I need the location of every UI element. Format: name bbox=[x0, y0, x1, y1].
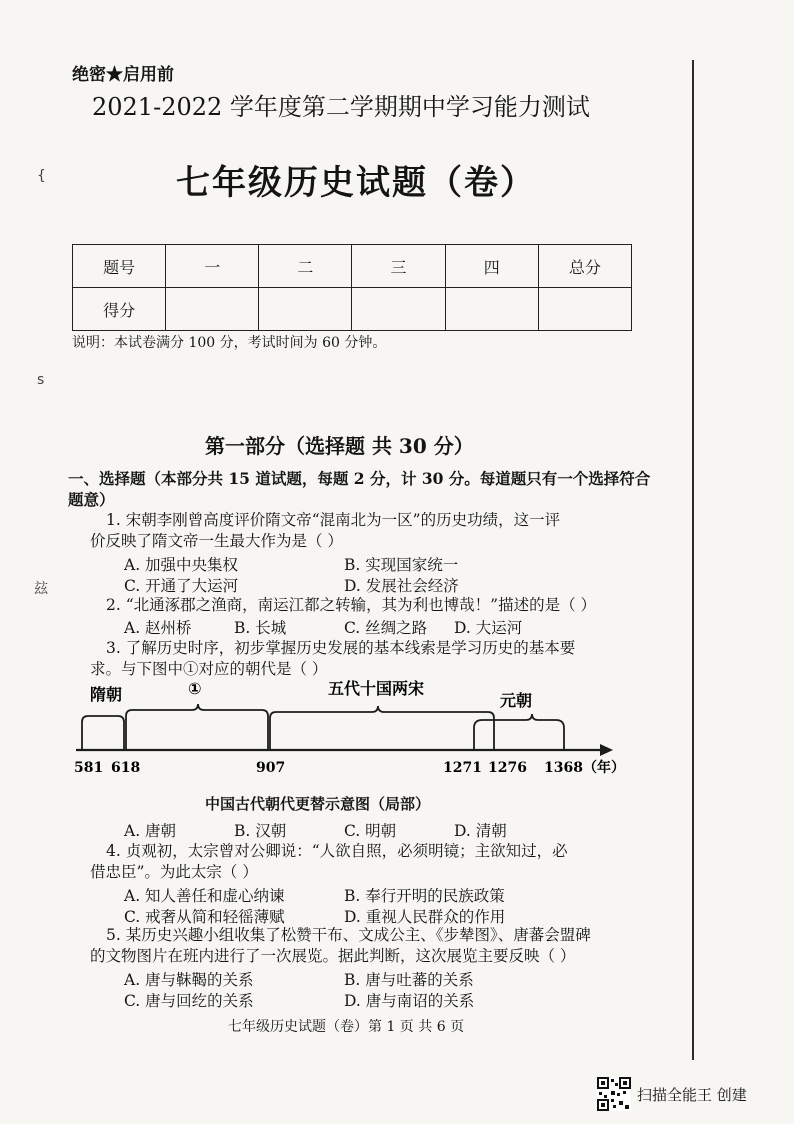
table-cell bbox=[538, 288, 631, 331]
tick-label: 618 bbox=[111, 760, 141, 776]
question-5-option-a: A. 唐与靺鞨的关系 bbox=[124, 971, 254, 989]
question-3-option-a: A. 唐朝 bbox=[124, 822, 177, 840]
question-3-line-2: 求。与下图中①对应的朝代是（ ） bbox=[90, 660, 328, 678]
question-2-line-1: 2. “北通涿郡之渔商，南运江都之转输，其为利也博哉！”描述的是（ ） bbox=[106, 596, 596, 614]
table-cell bbox=[259, 288, 352, 331]
table-cell bbox=[445, 288, 538, 331]
question-1-option-c: C. 开通了大运河 bbox=[124, 577, 239, 595]
scanner-watermark bbox=[597, 1077, 747, 1111]
tick-label: 1271 bbox=[443, 760, 482, 776]
score-table bbox=[72, 244, 632, 331]
question-1-line-1: 1. 宋朝李刚曾高度评价隋文帝“混南北为一区”的历史功绩，这一评 bbox=[106, 511, 561, 529]
dynasty-timeline bbox=[60, 672, 640, 782]
question-1-option-d: D. 发展社会经济 bbox=[344, 577, 459, 595]
question-3-line-1: 3. 了解历史时序，初步掌握历史发展的基本线索是学习历史的基本要 bbox=[106, 639, 576, 657]
question-2-option-d: D. 大运河 bbox=[454, 619, 523, 637]
question-5-option-b: B. 唐与吐蕃的关系 bbox=[344, 971, 474, 989]
question-5-option-c: C. 唐与回纥的关系 bbox=[124, 992, 254, 1010]
tick-label: 1368（年） bbox=[544, 760, 625, 776]
secret-label: 绝密★启用前 bbox=[72, 65, 174, 85]
label-yuan: 元朝 bbox=[500, 691, 533, 710]
table-cell: 题号 bbox=[73, 245, 166, 288]
qr-code-icon bbox=[597, 1077, 631, 1111]
margin-mark: s bbox=[37, 372, 45, 388]
bracket-wudai-liangsong bbox=[270, 706, 494, 750]
tick-label: 907 bbox=[256, 760, 286, 776]
table-row bbox=[73, 245, 632, 288]
table-row bbox=[73, 288, 632, 331]
tick-label: 1276 bbox=[488, 760, 527, 776]
binding-line bbox=[692, 60, 694, 1060]
exam-year-title: 2021-2022 学年度第二学期期中学习能力测试 bbox=[92, 93, 590, 121]
question-4-option-a: A. 知人善任和虚心纳谏 bbox=[124, 887, 285, 905]
timeline-arrow-icon bbox=[600, 744, 613, 756]
table-cell: 得分 bbox=[73, 288, 166, 331]
section-title: 第一部分（选择题 共 30 分） bbox=[205, 434, 474, 458]
page-footer: 七年级历史试题（卷）第 1 页 共 6 页 bbox=[228, 1019, 465, 1035]
table-cell bbox=[352, 288, 445, 331]
question-2-option-b: B. 长城 bbox=[234, 619, 287, 637]
margin-mark: { bbox=[37, 168, 46, 184]
table-cell: 二 bbox=[259, 245, 352, 288]
question-4-option-b: B. 奉行开明的民族政策 bbox=[344, 887, 505, 905]
question-4-option-c: C. 戒奢从简和轻徭薄赋 bbox=[124, 908, 285, 926]
question-4-line-1: 4. 贞观初，太宗曾对公卿说：“人欲自照，必须明镜；主欲知过，必 bbox=[106, 842, 568, 860]
table-cell bbox=[166, 288, 259, 331]
table-cell: 三 bbox=[352, 245, 445, 288]
bracket-sui bbox=[82, 716, 124, 750]
question-5-line-1: 5. 某历史兴趣小组收集了松赞干布、文成公主、《步辇图》、唐蕃会盟碑 bbox=[106, 926, 591, 944]
label-circle-1: ① bbox=[188, 679, 202, 698]
exam-note: 说明：本试卷满分 100 分，考试时间为 60 分钟。 bbox=[72, 335, 387, 351]
table-cell: 总分 bbox=[538, 245, 631, 288]
table-cell: 四 bbox=[445, 245, 538, 288]
question-3-option-b: B. 汉朝 bbox=[234, 822, 287, 840]
question-1-option-a: A. 加强中央集权 bbox=[124, 556, 239, 574]
question-3-option-d: D. 清朝 bbox=[454, 822, 507, 840]
margin-mark: 玆 bbox=[34, 581, 48, 597]
timeline-caption: 中国古代朝代更替示意图（局部） bbox=[205, 795, 431, 813]
question-1-line-2: 价反映了隋文帝一生最大作为是（ ） bbox=[90, 532, 343, 550]
page-title: 七年级历史试题（卷） bbox=[176, 163, 536, 203]
question-1-option-b: B. 实现国家统一 bbox=[344, 556, 459, 574]
label-wudai-liangsong: 五代十国两宋 bbox=[328, 679, 425, 698]
question-2-option-a: A. 赵州桥 bbox=[124, 619, 192, 637]
question-2-option-c: C. 丝绸之路 bbox=[344, 619, 428, 637]
question-5-line-2: 的文物图片在班内进行了一次展览。据此判断，这次展览主要反映（ ） bbox=[90, 947, 576, 965]
question-4-line-2: 借忠臣”。为此太宗（ ） bbox=[90, 863, 258, 881]
bracket-yuan bbox=[474, 714, 564, 750]
bracket-circle-1 bbox=[126, 704, 268, 750]
label-sui: 隋朝 bbox=[90, 685, 123, 704]
question-3-option-c: C. 明朝 bbox=[344, 822, 397, 840]
question-5-option-d: D. 唐与南诏的关系 bbox=[344, 992, 475, 1010]
table-cell: 一 bbox=[166, 245, 259, 288]
question-section-header: 一、选择题（本部分共 15 道试题，每题 2 分，计 30 分。每道题只有一个选择符合题意） bbox=[68, 469, 651, 509]
tick-label: 581 bbox=[74, 760, 104, 776]
question-4-option-d: D. 重视人民群众的作用 bbox=[344, 908, 506, 926]
scanner-label: 扫描全能王 创建 bbox=[637, 1085, 747, 1104]
